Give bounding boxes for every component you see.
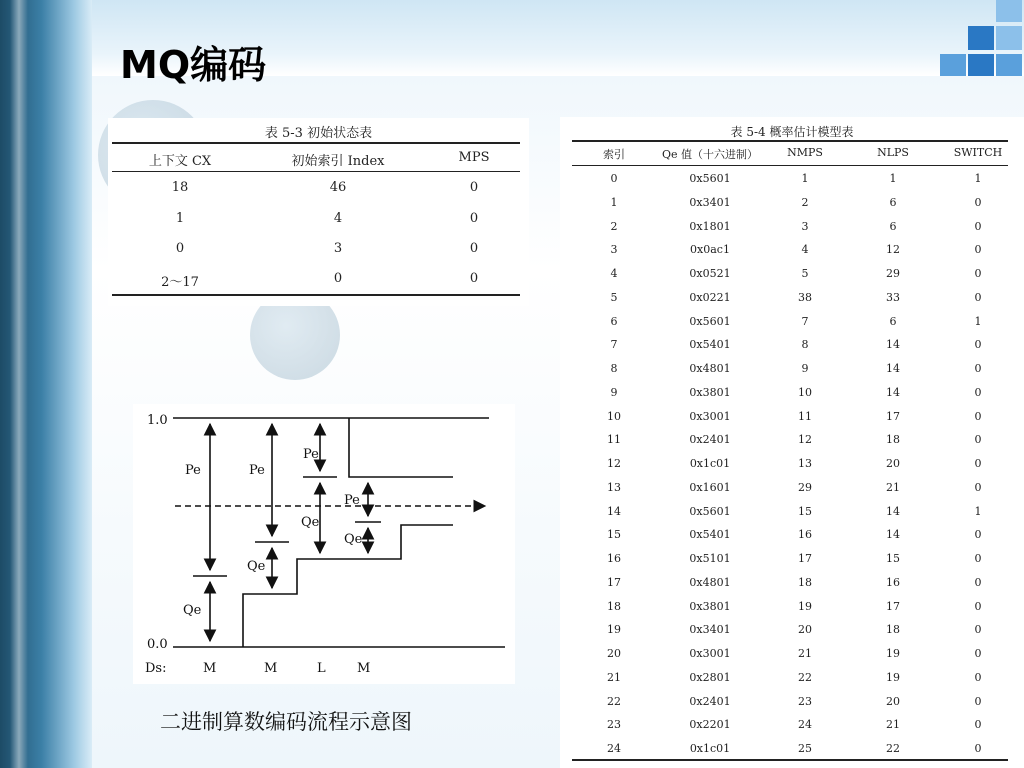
table-cell: 0 xyxy=(974,742,982,755)
column-header: SWITCH xyxy=(953,146,1003,159)
table-cell: 6 xyxy=(889,195,897,209)
table-cell: 0x1c01 xyxy=(689,457,731,470)
table-rule xyxy=(112,171,520,172)
table-cell: 0x3401 xyxy=(689,623,731,637)
table-cell: 12 xyxy=(607,457,621,470)
table-cell: 0x3401 xyxy=(689,195,731,209)
table-cell: 1 xyxy=(974,314,982,328)
table-cell: 19 xyxy=(798,599,812,613)
table-cell: 12 xyxy=(886,243,900,257)
table-cell: 24 xyxy=(798,718,812,732)
table-rule xyxy=(572,759,1008,761)
table-cell: 0x0ac1 xyxy=(690,243,730,257)
table-cell: 16 xyxy=(607,552,621,565)
initial-state-table xyxy=(108,118,529,306)
pe-label: Pe xyxy=(185,463,201,478)
table-cell: 6 xyxy=(610,314,618,328)
pe-label: Pe xyxy=(303,447,319,462)
table-cell: 7 xyxy=(610,338,618,352)
table-cell: 19 xyxy=(886,670,900,684)
table-cell: 11 xyxy=(607,433,621,447)
table-cell: 23 xyxy=(607,718,621,732)
column-header: Qe 值（十六进制） xyxy=(661,148,759,161)
table-cell: 19 xyxy=(607,623,621,637)
table-cell: 2 xyxy=(801,195,809,209)
table-cell: 0x2401 xyxy=(689,433,731,447)
table-cell: 7 xyxy=(801,314,809,328)
diagram-caption: 二进制算数编码流程示意图 xyxy=(160,710,412,734)
table-cell: 8 xyxy=(610,362,618,375)
table-cell: 21 xyxy=(886,480,900,494)
table-cell: 0 xyxy=(974,623,982,637)
pe-label: Pe xyxy=(344,493,360,508)
table-cell: 0x3001 xyxy=(689,409,731,423)
table-cell: 25 xyxy=(798,742,812,755)
table-rule xyxy=(572,140,1008,142)
table-cell: 0 xyxy=(974,267,982,280)
table-cell: 14 xyxy=(886,504,900,518)
table-cell: 0x3001 xyxy=(689,647,731,660)
table-cell: 4 xyxy=(333,211,343,226)
table-cell: 18 xyxy=(798,575,812,589)
table-rule xyxy=(112,294,520,296)
table-cell: 3 xyxy=(333,241,343,256)
table-cell: 46 xyxy=(329,180,347,195)
table-cell: 5 xyxy=(610,290,618,304)
table-cell: 6 xyxy=(889,219,897,233)
qe-label: Qe xyxy=(301,515,320,530)
table-cell: 13 xyxy=(798,457,812,470)
table-caption: 表 5-3 初始状态表 xyxy=(264,126,373,141)
ds-symbol: M xyxy=(264,661,278,676)
table-cell: 14 xyxy=(607,504,621,518)
table-cell: 23 xyxy=(798,694,812,708)
table-cell: 0 xyxy=(974,409,982,423)
table-cell: 2～17 xyxy=(161,275,199,290)
table-cell: 0x0221 xyxy=(689,290,731,304)
table-cell: 0 xyxy=(974,552,982,565)
table-rule xyxy=(572,165,1008,166)
table-cell: 0 xyxy=(974,290,982,304)
table-cell: 0 xyxy=(974,243,982,257)
table-cell: 18 xyxy=(607,599,621,613)
table-cell: 11 xyxy=(798,409,812,423)
table-cell: 16 xyxy=(886,575,900,589)
table-cell: 21 xyxy=(607,670,621,684)
table-cell: 1 xyxy=(889,172,897,185)
table-caption: 表 5-4 概率估计模型表 xyxy=(730,125,854,139)
table-cell: 0 xyxy=(974,670,982,684)
table-cell: 8 xyxy=(801,338,809,352)
table-cell: 0x5401 xyxy=(689,528,731,542)
column-header: NLPS xyxy=(877,146,909,159)
table-cell: 18 xyxy=(886,433,900,447)
table-cell: 20 xyxy=(798,623,812,637)
pe-label: Pe xyxy=(249,463,265,478)
table-cell: 0 xyxy=(469,211,479,226)
table-cell: 0x5101 xyxy=(689,552,731,565)
table-cell: 0x0521 xyxy=(689,267,731,280)
ds-symbol: L xyxy=(317,661,326,676)
y-bottom-label: 0.0 xyxy=(147,637,168,652)
table-cell: 0 xyxy=(974,338,982,352)
table-cell: 1 xyxy=(974,172,982,185)
table-cell: 17 xyxy=(886,409,900,423)
table-cell: 17 xyxy=(886,599,900,613)
table-cell: 4 xyxy=(801,243,809,257)
table-cell: 0x3801 xyxy=(689,599,731,613)
table-cell: 20 xyxy=(886,457,900,470)
table-cell: 0x5401 xyxy=(689,338,731,352)
table-cell: 15 xyxy=(798,504,812,518)
table-cell: 22 xyxy=(607,694,621,708)
table-cell: 0 xyxy=(974,362,982,375)
column-header: MPS xyxy=(458,150,490,165)
table-cell: 24 xyxy=(607,742,621,755)
table-cell: 1 xyxy=(974,504,982,518)
table-cell: 14 xyxy=(886,338,900,352)
table-cell: 17 xyxy=(607,575,621,589)
table-rule xyxy=(112,142,520,144)
table-cell: 0x5601 xyxy=(689,172,731,185)
left-decor-bar xyxy=(0,0,92,768)
table-cell: 0x4801 xyxy=(689,575,731,589)
table-cell: 29 xyxy=(886,267,900,280)
table-cell: 20 xyxy=(607,647,621,660)
table-cell: 0 xyxy=(974,480,982,494)
table-cell: 0 xyxy=(469,241,479,256)
table-cell: 29 xyxy=(798,480,812,494)
table-cell: 0 xyxy=(974,457,982,470)
table-cell: 15 xyxy=(607,528,621,542)
table-cell: 0 xyxy=(974,599,982,613)
table-cell: 14 xyxy=(886,362,900,375)
corner-squares-logo xyxy=(938,0,1024,80)
table-cell: 10 xyxy=(607,409,621,423)
table-cell: 21 xyxy=(798,647,812,660)
column-header: NMPS xyxy=(787,146,823,159)
table-cell: 5 xyxy=(801,267,809,280)
table-cell: 3 xyxy=(801,219,809,233)
table-cell: 38 xyxy=(798,290,812,304)
table-cell: 0x2801 xyxy=(689,670,731,684)
probability-model-table xyxy=(560,117,1024,768)
table-cell: 14 xyxy=(886,528,900,542)
column-header: 初始索引 Index xyxy=(291,154,385,169)
table-cell: 18 xyxy=(171,180,189,195)
table-cell: 6 xyxy=(889,314,897,328)
table-cell: 0 xyxy=(974,575,982,589)
table-cell: 1 xyxy=(175,211,185,226)
ds-symbol: M xyxy=(203,661,217,676)
qe-label: Qe xyxy=(247,559,266,574)
table-cell: 0x5601 xyxy=(689,504,731,518)
table-cell: 22 xyxy=(798,670,812,684)
column-header: 上下文 CX xyxy=(148,154,212,169)
table-cell: 17 xyxy=(798,552,812,565)
table-cell: 0x1601 xyxy=(689,480,731,494)
table-cell: 0x3801 xyxy=(689,385,731,399)
table-cell: 0x5601 xyxy=(689,314,731,328)
table-cell: 0 xyxy=(974,647,982,660)
table-cell: 0x2401 xyxy=(689,694,731,708)
slide-title: MQ编码 xyxy=(120,43,267,87)
table-cell: 21 xyxy=(886,718,900,732)
table-cell: 33 xyxy=(886,290,900,304)
table-cell: 0 xyxy=(469,271,479,286)
column-header: 索引 xyxy=(603,148,625,161)
table-cell: 0 xyxy=(974,433,982,447)
table-cell: 18 xyxy=(886,623,900,637)
table-cell: 12 xyxy=(798,433,812,447)
table-cell: 0 xyxy=(469,180,479,195)
ds-label: Ds: xyxy=(145,661,167,676)
table-cell: 16 xyxy=(798,528,812,542)
arithmetic-coding-diagram xyxy=(133,404,515,684)
table-cell: 0 xyxy=(974,718,982,732)
table-cell: 0 xyxy=(974,694,982,708)
table-cell: 22 xyxy=(886,742,900,755)
ds-symbol: M xyxy=(357,661,371,676)
table-cell: 0 xyxy=(974,528,982,542)
table-cell: 0 xyxy=(610,172,618,185)
table-cell: 0 xyxy=(974,219,982,233)
table-cell: 0 xyxy=(333,271,343,286)
qe-label: Qe xyxy=(344,532,363,547)
table-cell: 20 xyxy=(886,694,900,708)
table-cell: 2 xyxy=(610,219,618,233)
table-cell: 1 xyxy=(610,195,618,209)
table-cell: 13 xyxy=(607,480,621,494)
table-cell: 4 xyxy=(610,267,618,280)
y-top-label: 1.0 xyxy=(147,413,168,428)
table-cell: 0 xyxy=(175,241,185,256)
table-cell: 15 xyxy=(886,552,900,565)
table-cell: 0x2201 xyxy=(689,718,731,732)
table-cell: 0x1801 xyxy=(689,219,731,233)
table-cell: 3 xyxy=(610,243,618,257)
table-cell: 1 xyxy=(801,172,809,185)
table-cell: 0x1c01 xyxy=(689,742,731,755)
qe-label: Qe xyxy=(183,603,202,618)
table-cell: 0x4801 xyxy=(689,362,731,375)
table-cell: 14 xyxy=(886,385,900,399)
table-cell: 0 xyxy=(974,385,982,399)
table-cell: 0 xyxy=(974,195,982,209)
table-cell: 9 xyxy=(801,362,809,375)
table-cell: 19 xyxy=(886,647,900,660)
table-cell: 9 xyxy=(610,385,618,399)
table-cell: 10 xyxy=(798,385,812,399)
